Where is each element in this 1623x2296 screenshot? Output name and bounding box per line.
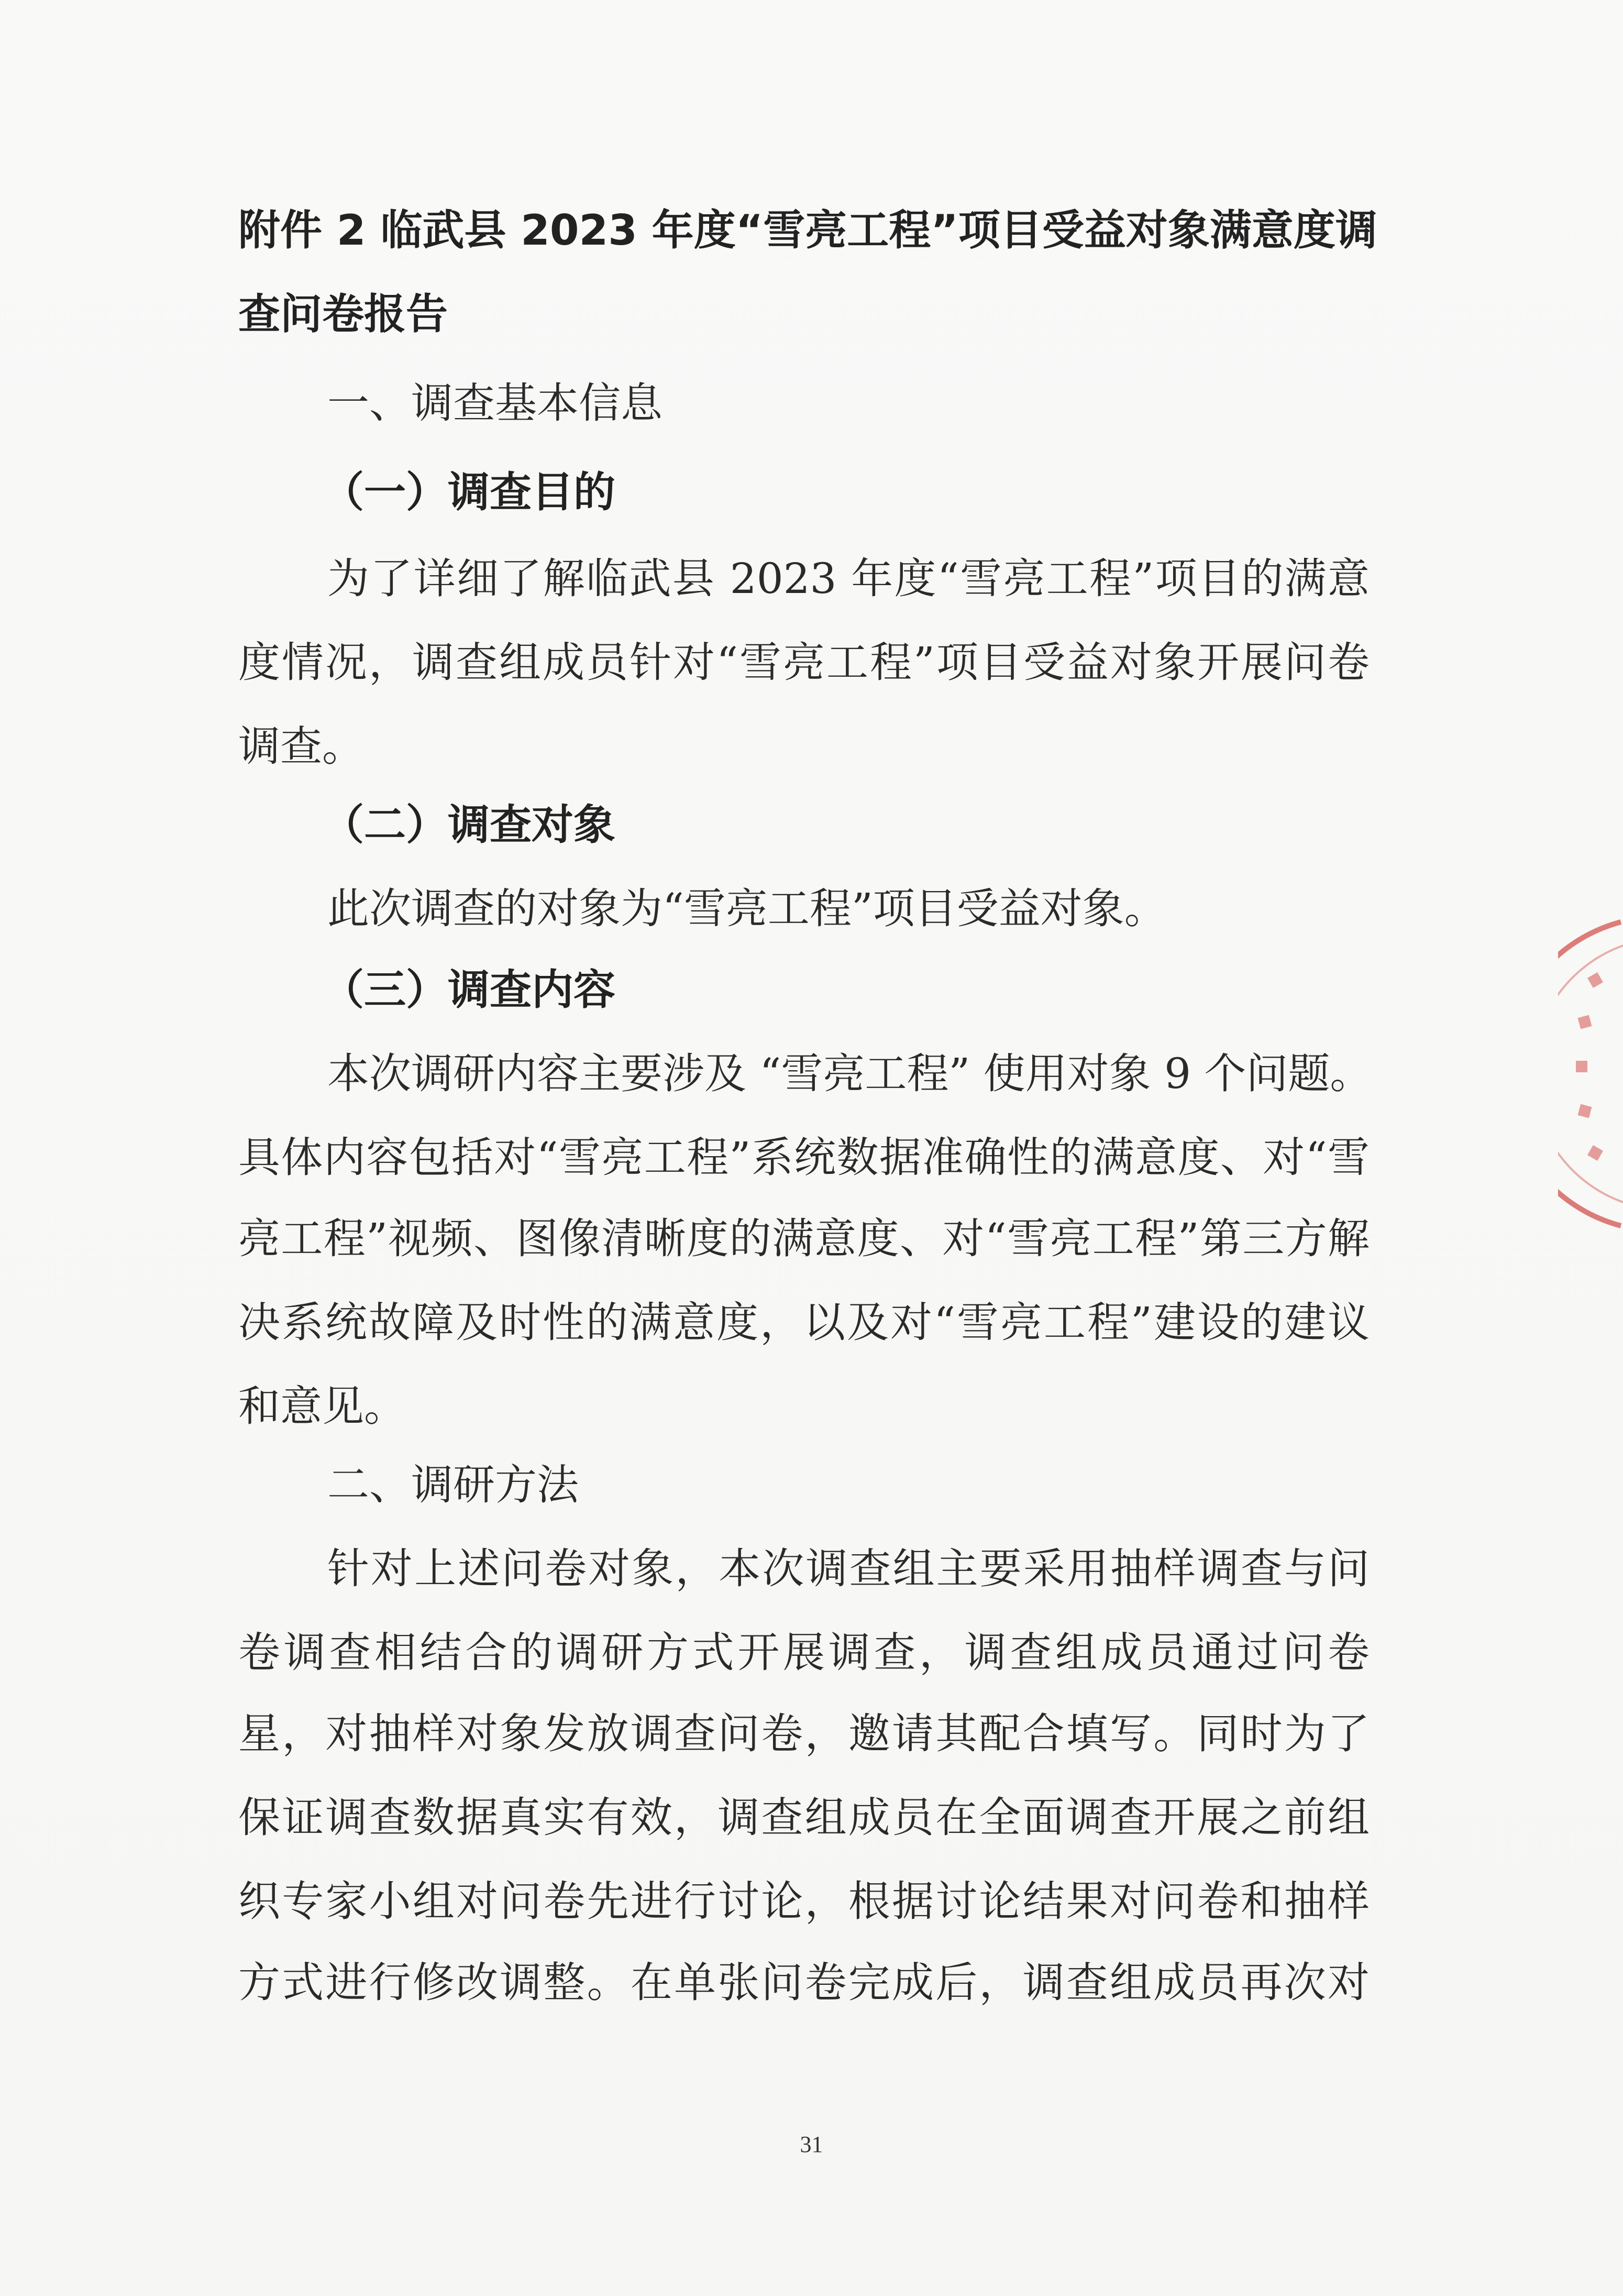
section-1-heading: 一、调查基本信息	[327, 379, 663, 427]
method-paragraph-line-4: 保证调查数据真实有效，调查组成员在全面调查开展之前组	[238, 1793, 1370, 1842]
document-title-line-1: 附件 2 临武县 2023 年度“雪亮工程”项目受益对象满意度调	[238, 206, 1377, 255]
method-paragraph-line-6: 方式进行修改调整。在单张问卷完成后，调查组成员再次对	[238, 1958, 1370, 2007]
subsection-target-heading: （二）调查对象	[322, 800, 615, 849]
purpose-paragraph-line-1: 为了详细了解临武县 2023 年度“雪亮工程”项目的满意	[327, 554, 1370, 603]
subsection-purpose-heading: （一）调查目的	[322, 468, 615, 517]
method-paragraph-line-5: 织专家小组对问卷先进行讨论，根据讨论结果对问卷和抽样	[238, 1877, 1370, 1926]
section-2-heading: 二、调研方法	[327, 1460, 579, 1509]
subsection-content-heading: （三）调查内容	[322, 965, 615, 1014]
page-number: 31	[800, 2132, 823, 2157]
content-paragraph-line-2: 具体内容包括对“雪亮工程”系统数据准确性的满意度、对“雪	[238, 1133, 1370, 1182]
purpose-paragraph-line-2: 度情况，调查组成员针对“雪亮工程”项目受益对象开展问卷	[238, 638, 1370, 687]
method-paragraph-line-2: 卷调查相结合的调研方式开展调查，调查组成员通过问卷	[238, 1628, 1370, 1677]
document-title-line-2: 查问卷报告	[238, 290, 448, 338]
content-paragraph-line-3: 亮工程”视频、图像清晰度的满意度、对“雪亮工程”第三方解	[238, 1214, 1370, 1263]
method-paragraph-line-3: 星，对抽样对象发放调查问卷，邀请其配合填写。同时为了	[238, 1709, 1370, 1758]
target-paragraph-line-1: 此次调查的对象为“雪亮工程”项目受益对象。	[327, 884, 1166, 933]
content-paragraph-line-4: 决系统故障及时性的满意度，以及对“雪亮工程”建设的建议	[238, 1298, 1370, 1347]
content-paragraph-line-1: 本次调研内容主要涉及 “雪亮工程” 使用对象 9 个问题。	[327, 1049, 1372, 1098]
content-paragraph-line-5: 和意见。	[238, 1382, 406, 1431]
method-paragraph-line-1: 针对上述问卷对象，本次调查组主要采用抽样调查与问	[327, 1544, 1370, 1593]
purpose-paragraph-line-3: 调查。	[238, 722, 364, 771]
official-seal-stamp	[1558, 911, 1623, 1236]
